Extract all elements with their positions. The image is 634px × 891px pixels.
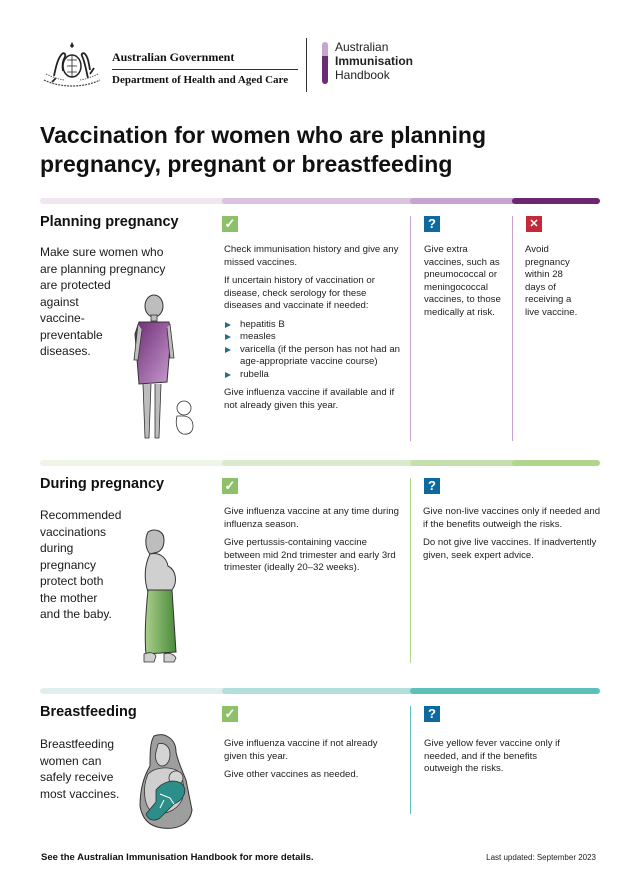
- section-breastfeeding: [40, 688, 600, 838]
- page-title: Vaccination for women who are planning pregnancy, pregnant or breastfeeding: [40, 122, 487, 177]
- government-branding: [112, 50, 298, 86]
- serology-list: [224, 319, 402, 382]
- handbook-logo-text: Australian Immunisation Handbook: [335, 40, 414, 82]
- during-consider: Give non-live vaccines only if needed and if the benefits outweigh the risks. Do not give live vaccines. If inadvertently given, seek expert advice.: [423, 506, 601, 561]
- section-title: Breastfeeding: [40, 704, 137, 720]
- planning-color-bars: [40, 198, 600, 205]
- check-icon: ✓: [222, 706, 238, 722]
- coat-of-arms-icon: [40, 38, 104, 88]
- column-divider: [410, 478, 411, 663]
- planning-recommended: Check immunisation history and give any missed vaccines. If uncertain history of vaccination or disease, check serology for these diseases and vaccinate if needed: hepatitis B measles varicella (if the person has not had an age-appropriate vaccine course) rubella Give influenza vaccine if available and if not already given this year.: [224, 244, 400, 411]
- during-recommended: Give influenza vaccine at any time during influenza season. Give pertussis-containing vaccine between mid 2nd trimester and early 3rd trimester (ideally 20–32 weeks).: [224, 506, 399, 573]
- handbook-logo-bar: [322, 42, 328, 84]
- pregnant-woman-illustration: [136, 528, 188, 668]
- planning-avoid: Avoid pregnancy within 28 days of receiving a live vaccine.: [525, 244, 578, 318]
- check-icon: ✓: [222, 478, 238, 494]
- header: [40, 38, 600, 94]
- cross-icon: ✕: [526, 216, 542, 232]
- breastfeeding-intro: Breastfeeding women can safely receive most vaccines.: [40, 737, 120, 801]
- breastfeeding-woman-illustration: [138, 734, 196, 832]
- question-icon: ?: [424, 478, 440, 494]
- last-updated: Last updated: September 2023: [486, 853, 596, 862]
- government-name: Australian Government: [112, 50, 298, 70]
- during-color-bars: [40, 460, 600, 467]
- during-intro: Recommended vaccinations during pregnancy protect both the mother and the baby.: [40, 508, 122, 621]
- department-name: Department of Health and Aged Care: [112, 74, 289, 86]
- column-divider: [410, 216, 411, 441]
- planning-consider: Give extra vaccines, such as pneumococcal or meningococcal vaccines, to those medically at risk.: [424, 244, 501, 318]
- list-item: varicella (if the person has not had an age-appropriate vaccine course): [224, 344, 402, 369]
- list-item: hepatitis B: [224, 319, 402, 332]
- breastfeeding-color-bars: [40, 688, 600, 695]
- section-title: Planning pregnancy: [40, 214, 179, 230]
- planning-intro: Make sure women who are planning pregnancy are protected against vaccine- preventable diseases.: [40, 245, 166, 358]
- breastfeeding-consider: Give yellow fever vaccine only if needed, and if the benefits outweigh the risks.: [424, 738, 560, 774]
- list-item: rubella: [224, 369, 402, 382]
- breastfeeding-recommended: Give influenza vaccine if not already given this year. Give other vaccines as needed.: [224, 738, 378, 780]
- column-divider: [410, 706, 411, 814]
- check-icon: ✓: [222, 216, 238, 232]
- section-title: During pregnancy: [40, 476, 165, 492]
- footer-note: See the Australian Immunisation Handbook for more details.: [41, 852, 314, 863]
- section-during-pregnancy: [40, 460, 600, 670]
- question-icon: ?: [424, 706, 440, 722]
- column-divider: [512, 216, 513, 441]
- question-icon: ?: [424, 216, 440, 232]
- list-item: measles: [224, 331, 402, 344]
- header-divider: [306, 38, 307, 92]
- woman-figure-illustration: [130, 294, 202, 444]
- section-planning-pregnancy: [40, 198, 600, 448]
